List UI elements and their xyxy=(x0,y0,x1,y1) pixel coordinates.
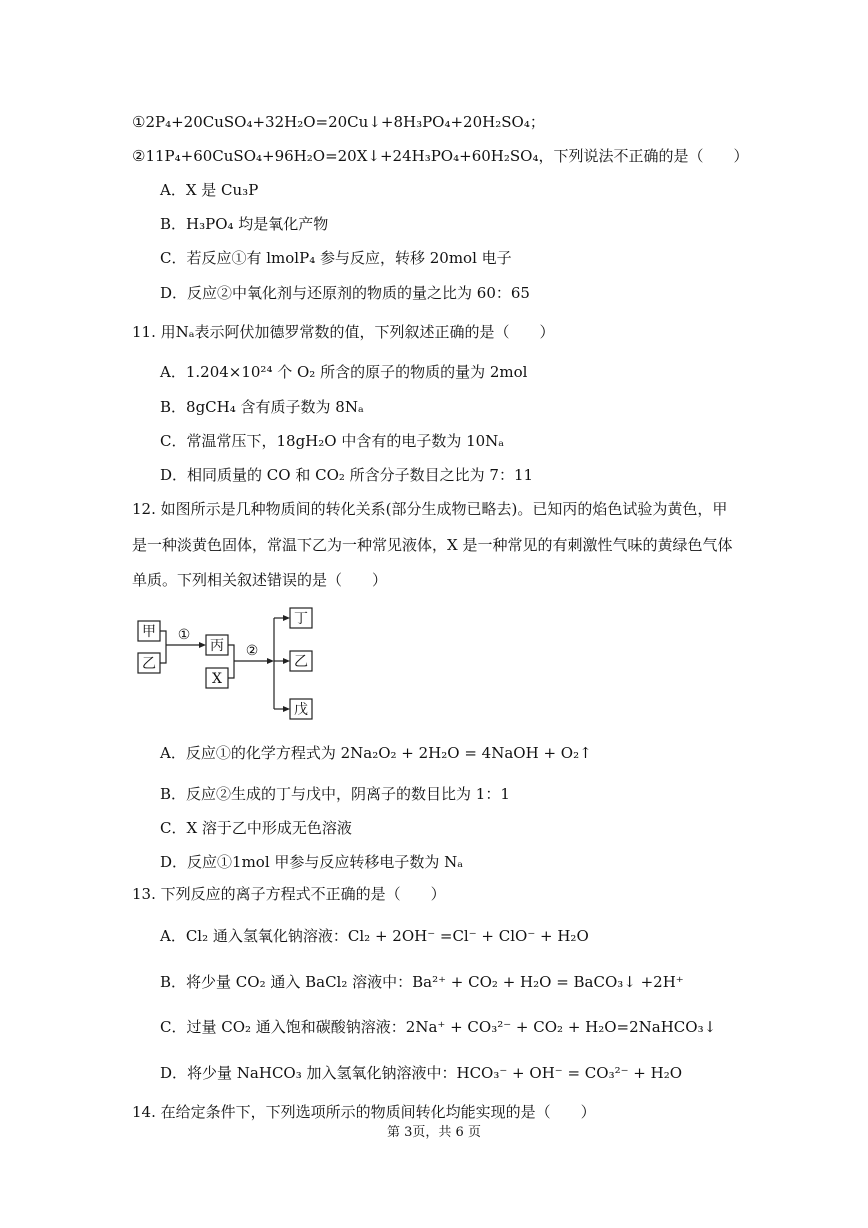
label-x: X xyxy=(212,671,222,687)
q12-conversion-diagram xyxy=(130,603,330,723)
q12-stem-line-2: 是一种淡黄色固体，常温下乙为一种常见液体，X 是一种常见的有刺激性气味的黄绿色气体 xyxy=(132,536,733,554)
label-step-2: ② xyxy=(245,643,259,659)
q10-option-d: D．反应②中氧化剂与还原剂的物质的量之比为 60：65 xyxy=(160,284,530,302)
q11-option-b: B．8gCH₄ 含有质子数为 8Nₐ xyxy=(160,398,364,416)
label-step-1: ① xyxy=(177,627,191,643)
q10-equation-2: ②11P₄+60CuSO₄+96H₂O=20X↓+24H₃PO₄+60H₂SO₄，下列说法不正确的是（ ） xyxy=(132,147,749,165)
q10-equation-1: ①2P₄+20CuSO₄+32H₂O=20Cu↓+8H₃PO₄+20H₂SO₄； xyxy=(132,113,545,131)
q12-option-b: B．反应②生成的丁与戊中，阴离子的数目比为 1：1 xyxy=(160,785,510,803)
q11-option-a: A．1.204×10²⁴ 个 O₂ 所含的原子的物质的量为 2mol xyxy=(160,363,528,381)
q10-option-a: A．X 是 Cu₃P xyxy=(160,181,259,199)
q14-stem: 14. 在给定条件下，下列选项所示的物质间转化均能实现的是（ ） xyxy=(132,1103,596,1121)
q12-option-a: A．反应①的化学方程式为 2Na₂O₂ + 2H₂O = 4NaOH + O₂↑ xyxy=(160,744,592,762)
label-jia: 甲 xyxy=(142,624,156,640)
q13-option-d: D．将少量 NaHCO₃ 加入氢氧化钠溶液中：HCO₃⁻ + OH⁻ = CO₃²⁻ + H₂O xyxy=(160,1064,683,1082)
q11-option-d: D．相同质量的 CO 和 CO₂ 所含分子数目之比为 7：11 xyxy=(160,466,534,484)
q12-stem-line-1: 12. 如图所示是几种物质间的转化关系(部分生成物已略去)。已知丙的焰色试验为黄色，甲 xyxy=(132,500,728,518)
q11-option-c: C．常温常压下，18gH₂O 中含有的电子数为 10Nₐ xyxy=(160,432,505,450)
label-yi-right: 乙 xyxy=(294,654,308,670)
page-footer: 第 3页，共 6 页 xyxy=(387,1125,481,1140)
q13-option-c: C．过量 CO₂ 通入饱和碳酸钠溶液：2Na⁺ + CO₃²⁻ + CO₂ + H₂O=2NaHCO₃↓ xyxy=(160,1018,717,1036)
q12-option-c: C．X 溶于乙中形成无色溶液 xyxy=(160,819,352,837)
q12-option-d: D．反应①1mol 甲参与反应转移电子数为 Nₐ xyxy=(160,853,464,871)
q13-option-b: B．将少量 CO₂ 通入 BaCl₂ 溶液中：Ba²⁺ + CO₂ + H₂O = BaCO₃↓ +2H⁺ xyxy=(160,973,684,991)
label-bing: 丙 xyxy=(210,638,224,654)
q11-stem: 11. 用Nₐ表示阿伏加德罗常数的值，下列叙述正确的是（ ） xyxy=(132,323,555,341)
q13-option-a: A．Cl₂ 通入氢氧化钠溶液：Cl₂ + 2OH⁻ =Cl⁻ + ClO⁻ + H₂O xyxy=(160,927,589,945)
q10-option-c: C．若反应①有 lmolP₄ 参与反应，转移 20mol 电子 xyxy=(160,249,512,267)
label-wu: 戊 xyxy=(294,702,308,718)
q10-option-b: B．H₃PO₄ 均是氧化产物 xyxy=(160,215,329,233)
label-yi: 乙 xyxy=(142,656,156,672)
label-ding: 丁 xyxy=(294,611,308,627)
q13-stem: 13. 下列反应的离子方程式不正确的是（ ） xyxy=(132,885,446,903)
q12-stem-line-3: 单质。下列相关叙述错误的是（ ） xyxy=(132,571,388,589)
